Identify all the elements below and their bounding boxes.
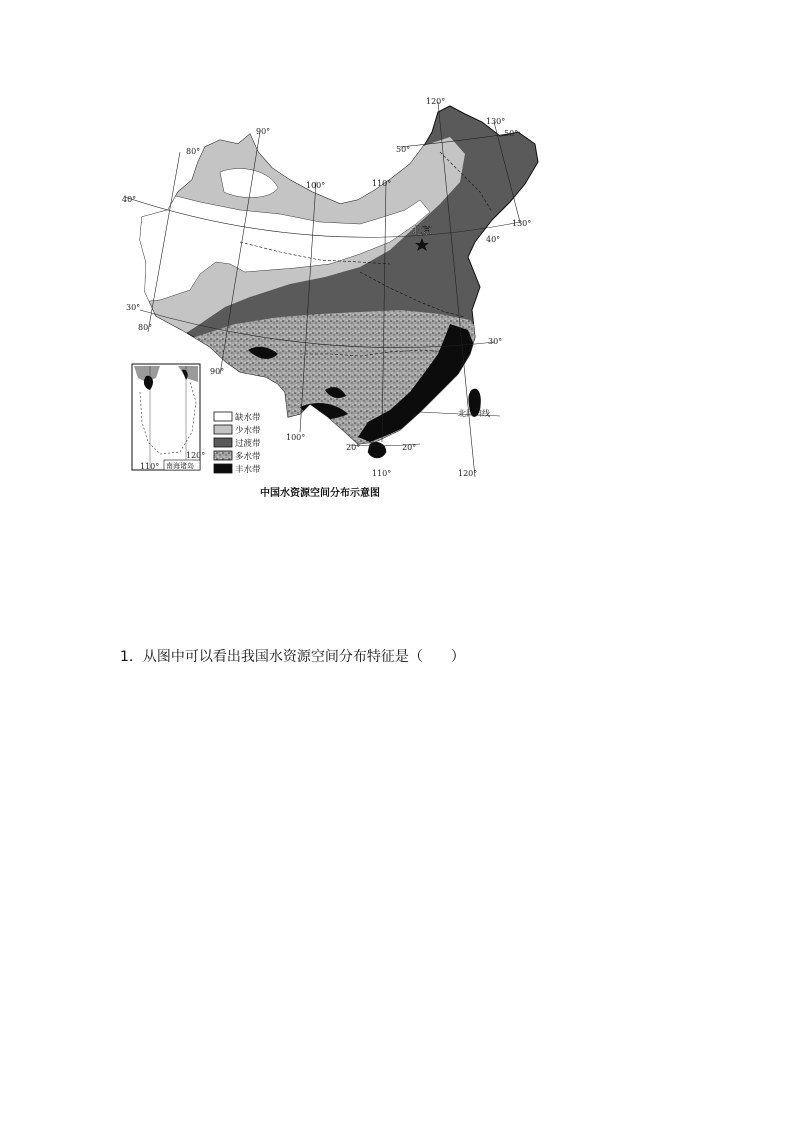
legend-label: 缺水带 — [235, 413, 261, 423]
map-caption: 中国水资源空间分布示意图 — [260, 488, 380, 499]
lat-label-30-right: 30° — [488, 337, 503, 346]
legend-item-transition — [214, 438, 261, 449]
inset-tick-110: 110° — [140, 462, 160, 471]
lon-label-100-bottom: 100° — [286, 433, 306, 442]
lat-label-40-right: 40° — [486, 235, 501, 244]
legend-label: 过渡带 — [235, 439, 261, 449]
city-label-beijing: 北京 — [412, 226, 432, 237]
legend-label: 多水带 — [235, 452, 261, 462]
lat-label-40-left: 40° — [122, 195, 137, 204]
lat-label-20-right: 20° — [402, 443, 417, 452]
lon-label-90-bottom: 90° — [210, 367, 225, 376]
lon-label-120-bottom: 120° — [458, 469, 478, 478]
lon-label-100-top: 100° — [306, 181, 326, 190]
lon-label-80-bottom: 80° — [138, 323, 153, 332]
water-resource-map — [120, 92, 550, 482]
lon-label-90-top: 90° — [256, 127, 271, 136]
lat-label-50-right: 50° — [504, 129, 519, 138]
legend-item-abundant — [214, 464, 261, 475]
inset-tick-120: 120° — [186, 451, 206, 460]
legend-item-wet — [214, 451, 261, 462]
south-china-sea-inset — [132, 364, 205, 471]
lat-label-50-left: 50° — [396, 145, 411, 154]
legend-item-low — [214, 425, 261, 436]
lon-label-130-right: 130° — [512, 219, 532, 228]
lon-label-80-top: 80° — [186, 147, 201, 156]
tropic-label: 北回归线 — [458, 409, 490, 418]
lon-label-110-top: 110° — [372, 179, 392, 188]
lon-label-110-bottom: 110° — [372, 469, 392, 478]
lon-label-130-top: 130° — [486, 117, 506, 126]
lon-label-120-top: 120° — [426, 97, 446, 106]
legend-label: 丰水带 — [235, 465, 261, 475]
legend — [214, 412, 261, 475]
legend-item-deficient — [214, 412, 261, 423]
legend-label: 少水带 — [235, 426, 261, 436]
lat-label-20-left: 20° — [346, 443, 361, 452]
inset-label: 南海诸岛 — [166, 462, 194, 470]
map-svg — [120, 92, 550, 482]
hainan-island — [368, 442, 386, 458]
question-text: 1．从图中可以看出我国水资源空间分布特征是（ ） — [120, 649, 465, 665]
lat-label-30-left: 30° — [126, 303, 141, 312]
